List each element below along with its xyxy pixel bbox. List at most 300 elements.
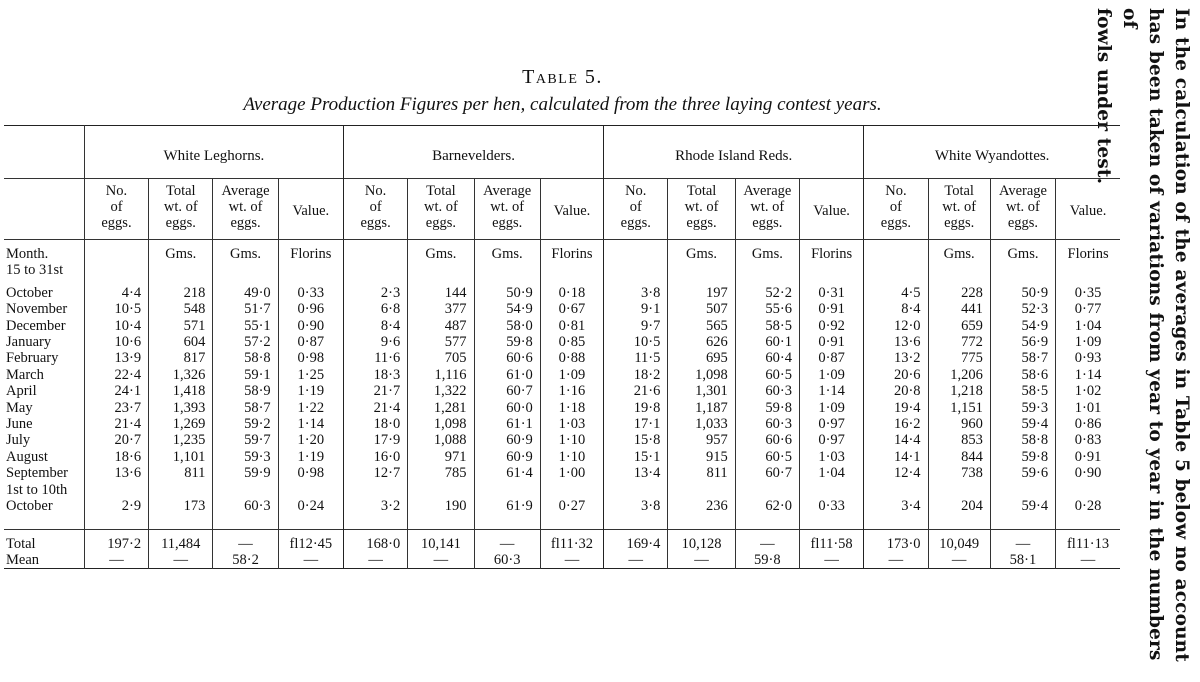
- data-cell: 1,235: [149, 432, 213, 448]
- data-cell: 604: [149, 334, 213, 350]
- month-label: May: [6, 399, 33, 416]
- subhead-no-eggs: [864, 179, 928, 240]
- data-cell: 565: [668, 318, 735, 334]
- month-cell: [4, 334, 84, 350]
- month-cell: [4, 432, 84, 448]
- data-cell: 1·16: [540, 383, 603, 399]
- unit-florins: Florins: [540, 240, 603, 279]
- data-cell: 13·9: [84, 350, 148, 366]
- month-label: March: [6, 366, 44, 383]
- data-cell: 1,088: [408, 432, 474, 448]
- data-cell: 60·5: [735, 367, 799, 383]
- data-cell: 60·7: [735, 465, 799, 481]
- header-line: Average: [743, 183, 792, 199]
- data-cell: 1,206: [928, 367, 990, 383]
- mean-cell: —: [84, 552, 148, 569]
- subhead-no-eggs: [84, 179, 148, 240]
- group-label: Rhode Island Reds.: [675, 147, 793, 164]
- data-cell: 49·0: [213, 279, 278, 301]
- data-cell: 17·1: [604, 416, 668, 432]
- data-cell: 60·3: [213, 482, 278, 529]
- header-line: of: [629, 199, 642, 215]
- data-cell: 1,098: [408, 416, 474, 432]
- month-cell: [4, 465, 84, 481]
- header-line: wt. of: [228, 199, 263, 215]
- total-cell: 10,141: [408, 529, 474, 552]
- month-label: July: [6, 432, 31, 449]
- data-cell: 1·02: [1056, 383, 1120, 399]
- data-cell: 0·97: [799, 416, 863, 432]
- header-line: Average: [483, 183, 532, 199]
- data-cell: 377: [408, 301, 474, 317]
- data-cell: 13·6: [84, 465, 148, 481]
- data-cell: 18·6: [84, 449, 148, 465]
- table-row: [4, 350, 1120, 366]
- total-cell: fl11·58: [799, 529, 863, 552]
- subhead-total-wt: [408, 179, 474, 240]
- data-cell: 772: [928, 334, 990, 350]
- header-line: Total: [165, 183, 196, 199]
- data-cell: 1·22: [278, 400, 343, 416]
- subhead-total-wt: [149, 179, 213, 240]
- group-label: White Leghorns.: [163, 147, 265, 164]
- data-cell: 915: [668, 449, 735, 465]
- data-cell: 577: [408, 334, 474, 350]
- data-cell: 50·9: [474, 279, 540, 301]
- data-cell: 705: [408, 350, 474, 366]
- mean-cell: —: [928, 552, 990, 569]
- subhead-value: Value.: [1056, 179, 1120, 240]
- header-line: wt. of: [163, 199, 198, 215]
- total-cell: 11,484: [149, 529, 213, 552]
- data-cell: 13·4: [604, 465, 668, 481]
- data-cell: 15·1: [604, 449, 668, 465]
- header-line: wt. of: [942, 199, 977, 215]
- data-cell: 1·14: [1056, 367, 1120, 383]
- header-line: No.: [885, 183, 907, 199]
- month-cell: [4, 279, 84, 301]
- data-cell: 18·0: [343, 416, 407, 432]
- table-row: [4, 465, 1120, 481]
- group-header-wy: [864, 126, 1120, 179]
- data-cell: 1,393: [149, 400, 213, 416]
- data-cell: 228: [928, 279, 990, 301]
- data-cell: 507: [668, 301, 735, 317]
- data-cell: 9·7: [604, 318, 668, 334]
- month-label: June: [6, 416, 33, 433]
- month-label: 1st to 10th: [6, 481, 68, 498]
- data-cell: 58·6: [990, 367, 1055, 383]
- data-cell: 1,101: [149, 449, 213, 465]
- data-cell: 59·8: [474, 334, 540, 350]
- data-cell: 1,116: [408, 367, 474, 383]
- data-cell: 59·6: [990, 465, 1055, 481]
- data-cell: 204: [928, 482, 990, 529]
- data-cell: 0·87: [799, 350, 863, 366]
- data-cell: 12·7: [343, 465, 407, 481]
- data-cell: 1,187: [668, 400, 735, 416]
- data-cell: 0·27: [540, 482, 603, 529]
- data-cell: 19·4: [864, 400, 928, 416]
- data-cell: 58·5: [990, 383, 1055, 399]
- data-cell: 10·5: [84, 301, 148, 317]
- data-cell: 60·7: [474, 383, 540, 399]
- data-cell: 1,322: [408, 383, 474, 399]
- data-cell: 52·2: [735, 279, 799, 301]
- data-cell: 738: [928, 465, 990, 481]
- data-cell: 51·7: [213, 301, 278, 317]
- data-cell: 659: [928, 318, 990, 334]
- data-cell: 0·24: [278, 482, 343, 529]
- total-cell: —: [735, 529, 799, 552]
- data-cell: 58·8: [213, 350, 278, 366]
- data-cell: 844: [928, 449, 990, 465]
- subhead-avg-wt: [735, 179, 799, 240]
- data-cell: 1·04: [1056, 318, 1120, 334]
- month-cell: [4, 350, 84, 366]
- data-cell: 197: [668, 279, 735, 301]
- unit-gms: Gms.: [668, 240, 735, 279]
- header-line: Total: [426, 183, 456, 199]
- mean-cell: —: [278, 552, 343, 569]
- data-cell: 0·90: [278, 318, 343, 334]
- data-cell: 61·0: [474, 367, 540, 383]
- data-cell: 775: [928, 350, 990, 366]
- data-cell: 0·85: [540, 334, 603, 350]
- table-row: [4, 432, 1120, 448]
- subhead-value: Value.: [540, 179, 603, 240]
- data-cell: 0·93: [1056, 350, 1120, 366]
- data-cell: 59·8: [735, 400, 799, 416]
- data-cell: 218: [149, 279, 213, 301]
- data-cell: 59·4: [990, 482, 1055, 529]
- data-cell: 487: [408, 318, 474, 334]
- data-cell: 0·77: [1056, 301, 1120, 317]
- data-cell: 55·6: [735, 301, 799, 317]
- header-line: wt. of: [1006, 199, 1040, 215]
- header-line: of: [110, 199, 123, 215]
- subhead-avg-wt: [474, 179, 540, 240]
- data-cell: 0·28: [1056, 482, 1120, 529]
- header-line: eggs.: [165, 215, 196, 231]
- mean-cell: —: [149, 552, 213, 569]
- total-label: Total: [4, 529, 84, 552]
- header-line: eggs.: [492, 215, 523, 231]
- data-cell: 0·97: [799, 432, 863, 448]
- data-cell: 4·5: [864, 279, 928, 301]
- data-cell: 0·31: [799, 279, 863, 301]
- data-cell: 10·4: [84, 318, 148, 334]
- subhead-no-eggs: [604, 179, 668, 240]
- data-cell: 60·9: [474, 432, 540, 448]
- mean-cell: —: [668, 552, 735, 569]
- data-cell: 59·4: [990, 416, 1055, 432]
- table-title: Average Production Figures per hen, calculated from the three laying contest years.: [243, 94, 882, 115]
- data-cell: 0·91: [799, 301, 863, 317]
- data-cell: 57·2: [213, 334, 278, 350]
- header-line: eggs.: [620, 215, 651, 231]
- month-label: November: [6, 301, 68, 318]
- data-cell: 1·10: [540, 432, 603, 448]
- table-row: [4, 416, 1120, 432]
- data-cell: 11·5: [604, 350, 668, 366]
- side-note-line: has been taken of variations from year to year in the numbers of: [1119, 8, 1166, 661]
- mean-cell: —: [408, 552, 474, 569]
- header-line: eggs.: [880, 215, 912, 231]
- total-cell: 10,049: [928, 529, 990, 552]
- header-line: eggs.: [752, 215, 783, 231]
- data-cell: 3·8: [604, 482, 668, 529]
- data-cell: 59·2: [213, 416, 278, 432]
- header-line: Average: [221, 183, 270, 199]
- data-cell: 1,418: [149, 383, 213, 399]
- unit-gms: Gms.: [928, 240, 990, 279]
- data-cell: 59·3: [990, 400, 1055, 416]
- data-cell: 0·18: [540, 279, 603, 301]
- header-line: eggs.: [230, 215, 261, 231]
- month-label: April: [6, 383, 37, 400]
- production-table: [4, 125, 1120, 569]
- data-cell: 0·87: [278, 334, 343, 350]
- table-row: [4, 279, 1120, 301]
- data-cell: 58·0: [474, 318, 540, 334]
- data-cell: 1·04: [799, 465, 863, 481]
- month-cell: [4, 416, 84, 432]
- subhead-total-wt: [928, 179, 990, 240]
- month-label: January: [6, 334, 52, 351]
- group-label: Barnevelders.: [432, 147, 515, 164]
- group-label: White Wyandottes.: [934, 147, 1050, 164]
- data-cell: 13·2: [864, 350, 928, 366]
- data-cell: 50·9: [990, 279, 1055, 301]
- data-cell: 0·92: [799, 318, 863, 334]
- data-cell: 10·6: [84, 334, 148, 350]
- data-cell: 1·20: [278, 432, 343, 448]
- header-line: wt. of: [750, 199, 785, 215]
- month-label: February: [6, 350, 59, 367]
- data-cell: 571: [149, 318, 213, 334]
- data-cell: 62·0: [735, 482, 799, 529]
- header-line: No.: [364, 183, 387, 199]
- header-line: eggs.: [944, 215, 975, 231]
- unit-blank: [864, 240, 928, 279]
- data-cell: 785: [408, 465, 474, 481]
- data-cell: 0·67: [540, 301, 603, 317]
- data-cell: 16·0: [343, 449, 407, 465]
- data-cell: 4·4: [84, 279, 148, 301]
- data-cell: 12·4: [864, 465, 928, 481]
- mean-cell: —: [343, 552, 407, 569]
- table-row: [4, 400, 1120, 416]
- data-cell: 58·8: [990, 432, 1055, 448]
- data-cell: 0·86: [1056, 416, 1120, 432]
- data-cell: 15·8: [604, 432, 668, 448]
- data-cell: 14·4: [864, 432, 928, 448]
- header-line: eggs.: [360, 215, 391, 231]
- data-cell: 1·18: [540, 400, 603, 416]
- data-cell: 1,269: [149, 416, 213, 432]
- data-cell: 1·09: [799, 400, 863, 416]
- unit-blank: [604, 240, 668, 279]
- corner-cell: [4, 126, 84, 179]
- data-cell: 58·7: [990, 350, 1055, 366]
- data-cell: 19·8: [604, 400, 668, 416]
- total-cell: fl11·13: [1056, 529, 1120, 552]
- group-header-lh: [84, 126, 343, 179]
- month-cell: [4, 482, 84, 529]
- mean-cell: 60·3: [474, 552, 540, 569]
- data-cell: 1·03: [799, 449, 863, 465]
- data-cell: 20·6: [864, 367, 928, 383]
- data-cell: 58·7: [213, 400, 278, 416]
- data-cell: 8·4: [864, 301, 928, 317]
- group-header-bv: [343, 126, 603, 179]
- group-header-ri: [604, 126, 864, 179]
- header-line: wt. of: [490, 199, 525, 215]
- data-cell: 1·09: [799, 367, 863, 383]
- header-line: eggs.: [425, 215, 456, 231]
- data-cell: 61·1: [474, 416, 540, 432]
- month-label: October: [6, 498, 53, 515]
- data-cell: 1,033: [668, 416, 735, 432]
- total-cell: fl11·32: [540, 529, 603, 552]
- header-line: eggs.: [101, 215, 132, 231]
- month-cell: [4, 449, 84, 465]
- month-label: September: [6, 465, 69, 482]
- data-cell: 54·9: [474, 301, 540, 317]
- data-cell: 60·1: [735, 334, 799, 350]
- month-label: August: [6, 448, 48, 465]
- data-cell: 60·3: [735, 416, 799, 432]
- header-line: eggs.: [686, 215, 717, 231]
- data-cell: 971: [408, 449, 474, 465]
- data-cell: 21·7: [343, 383, 407, 399]
- data-cell: 10·5: [604, 334, 668, 350]
- header-line: Average: [998, 183, 1047, 199]
- data-cell: 0·96: [278, 301, 343, 317]
- data-cell: 58·5: [735, 318, 799, 334]
- table-row: [4, 482, 1120, 529]
- data-cell: 1·01: [1056, 400, 1120, 416]
- side-note-line: In the calculation of the averages in Table 5 below no account: [1171, 8, 1192, 662]
- data-cell: 21·4: [84, 416, 148, 432]
- data-cell: 1·19: [278, 449, 343, 465]
- total-cell: —: [213, 529, 278, 552]
- data-cell: 0·35: [1056, 279, 1120, 301]
- data-cell: 173: [149, 482, 213, 529]
- table-row: [4, 449, 1120, 465]
- data-cell: 8·4: [343, 318, 407, 334]
- data-cell: 60·9: [474, 449, 540, 465]
- data-cell: 3·2: [343, 482, 407, 529]
- data-cell: 1·03: [540, 416, 603, 432]
- table-row: [4, 334, 1120, 350]
- data-cell: 0·88: [540, 350, 603, 366]
- header-line: Total: [944, 183, 974, 199]
- table-row: [4, 367, 1120, 383]
- mean-cell: 59·8: [735, 552, 799, 569]
- table-row: [4, 383, 1120, 399]
- month-label: October: [6, 284, 53, 301]
- subhead-no-eggs: [343, 179, 407, 240]
- data-cell: 59·7: [213, 432, 278, 448]
- total-cell: 169·4: [604, 529, 668, 552]
- data-cell: 1,326: [149, 367, 213, 383]
- data-cell: 441: [928, 301, 990, 317]
- header-line: of: [889, 199, 902, 215]
- data-cell: 56·9: [990, 334, 1055, 350]
- subhead-value: Value.: [278, 179, 343, 240]
- data-cell: 60·3: [735, 383, 799, 399]
- unit-blank: [343, 240, 407, 279]
- data-cell: 817: [149, 350, 213, 366]
- subhead-avg-wt: [990, 179, 1055, 240]
- header-line: wt. of: [684, 199, 719, 215]
- data-cell: 0·81: [540, 318, 603, 334]
- month-cell: [4, 367, 84, 383]
- table-row: [4, 301, 1120, 317]
- data-cell: 0·98: [278, 465, 343, 481]
- subhead-avg-wt: [213, 179, 278, 240]
- data-cell: 0·83: [1056, 432, 1120, 448]
- unit-gms: Gms.: [213, 240, 278, 279]
- total-cell: —: [474, 529, 540, 552]
- data-cell: 54·9: [990, 318, 1055, 334]
- data-cell: 2·3: [343, 279, 407, 301]
- data-cell: 9·1: [604, 301, 668, 317]
- mean-cell: —: [864, 552, 928, 569]
- data-cell: 1·09: [540, 367, 603, 383]
- month-label: December: [6, 317, 66, 334]
- data-cell: 21·4: [343, 400, 407, 416]
- data-cell: 1,151: [928, 400, 990, 416]
- data-cell: 13·6: [864, 334, 928, 350]
- header-line: wt. of: [423, 199, 458, 215]
- data-cell: 144: [408, 279, 474, 301]
- month-cell: [4, 301, 84, 317]
- mean-cell: —: [799, 552, 863, 569]
- data-cell: 6·8: [343, 301, 407, 317]
- data-cell: 60·6: [474, 350, 540, 366]
- data-cell: 2·9: [84, 482, 148, 529]
- total-cell: 168·0: [343, 529, 407, 552]
- data-cell: 60·5: [735, 449, 799, 465]
- data-cell: 60·0: [474, 400, 540, 416]
- data-cell: 1·25: [278, 367, 343, 383]
- data-cell: 18·3: [343, 367, 407, 383]
- data-cell: 236: [668, 482, 735, 529]
- unit-gms: Gms.: [990, 240, 1055, 279]
- data-cell: 1,098: [668, 367, 735, 383]
- data-cell: 960: [928, 416, 990, 432]
- total-cell: —: [990, 529, 1055, 552]
- table-row: [4, 318, 1120, 334]
- total-cell: 197·2: [84, 529, 148, 552]
- data-cell: 24·1: [84, 383, 148, 399]
- data-cell: 59·1: [213, 367, 278, 383]
- data-cell: 59·8: [990, 449, 1055, 465]
- data-cell: 1·19: [278, 383, 343, 399]
- header-line: No.: [625, 183, 647, 199]
- data-cell: 17·9: [343, 432, 407, 448]
- data-cell: 9·6: [343, 334, 407, 350]
- data-cell: 60·6: [735, 432, 799, 448]
- data-cell: 59·3: [213, 449, 278, 465]
- header-line: of: [369, 199, 382, 215]
- mean-cell: 58·2: [213, 552, 278, 569]
- data-cell: 59·9: [213, 465, 278, 481]
- data-cell: 811: [668, 465, 735, 481]
